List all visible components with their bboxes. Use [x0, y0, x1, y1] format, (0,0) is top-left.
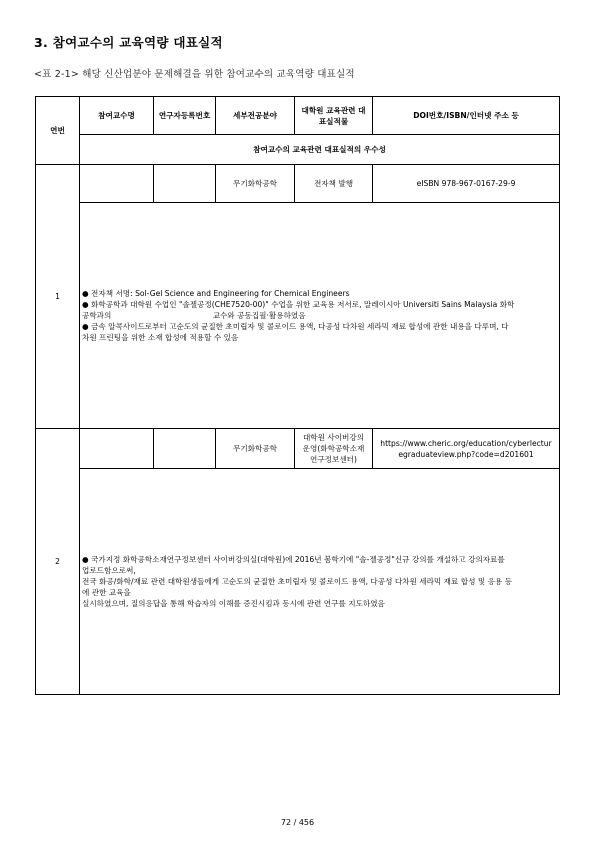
row-description	[80, 203, 560, 429]
desc-line: ● 금속 알콕사이드로부터 고순도의 균질한 초미립자 및 콜로이드 용액, 다공성 다차원 세라믹 재료 합성에 관한 내용을 다루며, 다	[82, 322, 509, 331]
header-achievement-line2: 표실적물	[318, 116, 349, 126]
row-doi	[373, 165, 560, 203]
desc-line: ● 전자책 서명: Sol-Gel Science and Engineering for Chemical Engineers	[82, 289, 350, 298]
header-prof-name: 참여교수명	[80, 97, 154, 135]
row-field: 무기화학공학	[216, 429, 295, 469]
row-field: 무기화학공학	[216, 165, 295, 203]
row-researcher-no	[154, 165, 216, 203]
row-number: 1	[36, 165, 80, 429]
header-row	[36, 97, 560, 135]
desc-line: 업로드함으로써,	[82, 566, 136, 575]
row-number: 2	[36, 429, 80, 695]
desc-line: ● 화학공학과 대학원 수업인 "솔젤공정(CHE7520-00)" 수업을 위한 교육용 저서로, 말레이시아 Universiti Sains Malaysia 화학	[82, 300, 515, 309]
row-researcher-no	[154, 429, 216, 469]
doi-line: egraduateview.php?code=d201601	[398, 449, 534, 459]
row-achievement	[295, 429, 373, 469]
header-field: 세부전공분야	[216, 97, 295, 135]
doi-line: eISBN 978-967-0167-29-9	[416, 179, 516, 188]
achievement-line: 전자책 발행	[313, 179, 354, 188]
row-description	[80, 469, 560, 695]
achievements-table	[35, 96, 560, 695]
table-caption: <표 2-1> 해당 신산업분야 문제해결을 위한 참여교수의 교육역량 대표실적	[34, 69, 355, 80]
section-title: 3. 참여교수의 교육역량 대표실적	[34, 35, 223, 50]
row-prof-name	[80, 165, 154, 203]
desc-line: 공학과의 교수와 공동집필·활용하였음	[82, 311, 306, 320]
table-row-description	[36, 469, 560, 695]
row-prof-name	[80, 429, 154, 469]
header-excellence: 참여교수의 교육관련 대표실적의 우수성	[80, 135, 560, 165]
achievement-line: 연구정보센터)	[310, 455, 357, 464]
header-achievement-line1: 대학원 교육관련 대	[301, 105, 366, 115]
table-row	[36, 429, 560, 469]
header-researcher-no: 연구자등록번호	[154, 97, 216, 135]
page-number: 72 / 456	[280, 818, 315, 827]
achievement-line: 대학원 사이버강의	[302, 433, 365, 442]
desc-line: 전국 화공/화학/재료 관련 대학원생들에게 고순도의 균질한 초미립자 및 콜로이드 용액, 다공성 다차원 세라믹 재료 합성 및 응용 등	[82, 577, 513, 586]
table-row	[36, 165, 560, 203]
header-excellence-row	[36, 135, 560, 165]
desc-line: ● 국가지정 화학공학소재연구정보센터 사이버강의실(대학원)에 2016년 봄학기에 "솔-젤공정"신규 강의를 개설하고 강의자료를	[82, 555, 505, 564]
header-doi: DOI번호/ISBN/인터넷 주소 등	[373, 97, 560, 135]
header-year: 연번	[36, 97, 80, 165]
desc-line: 차원 프린팅을 위한 소재 합성에 적용할 수 있음	[82, 333, 239, 342]
doi-line: https://www.cheric.org/education/cyberlectur	[380, 438, 552, 448]
table-row-description	[36, 203, 560, 429]
achievement-line: 운영(화학공학소재	[302, 444, 365, 453]
header-achievement	[295, 97, 373, 135]
row-doi	[373, 429, 560, 469]
desc-line: 실시하였으며, 질의응답을 통해 학습자의 이해를 증진시킴과 동시에 관련 연구를 지도하였음	[82, 599, 385, 608]
desc-line: 에 관한 교육을	[82, 588, 131, 597]
row-achievement	[295, 165, 373, 203]
